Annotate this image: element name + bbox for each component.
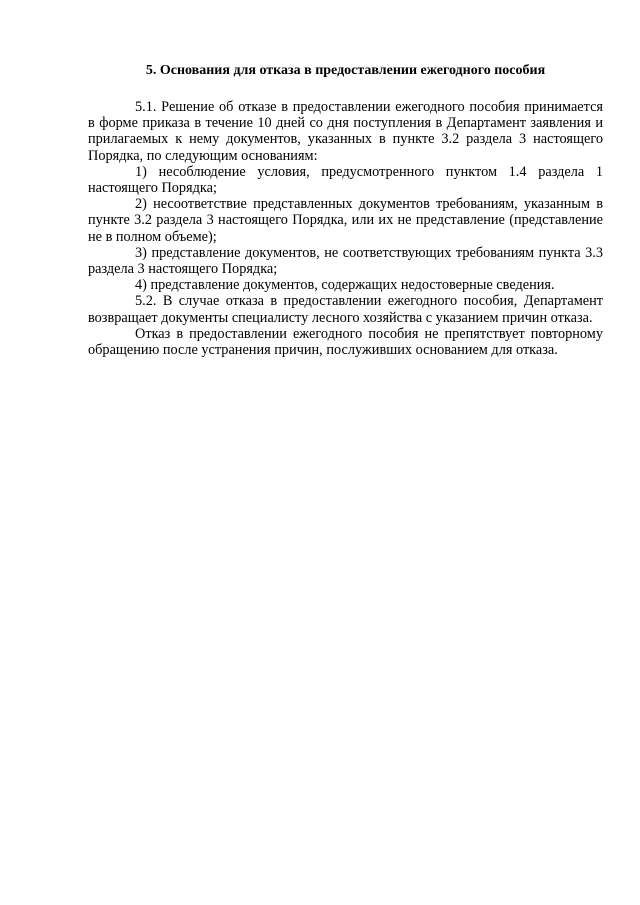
paragraph-final: Отказ в предоставлении ежегодного пособия не препятствует повторному обращению после устранения причин, послуживших основанием для отказа. — [88, 325, 603, 359]
list-item-4: 4) представление документов, содержащих недостоверные сведения. — [135, 277, 555, 294]
list-item-3: 3) представление документов, не соответствующих требованиям пункта 3.3 раздела 3 настоящего Порядка; — [88, 244, 603, 278]
list-item-1: 1) несоблюдение условия, предусмотренного пунктом 1.4 раздела 1 настоящего Порядка; — [88, 163, 603, 197]
paragraph-5-1: 5.1. Решение об отказе в предоставлении ежегодного пособия принимается в форме приказа в течение 10 дней со дня поступления в Департамент заявления и прилагаемых к нему документов, указанных в пункте 3.2 раздела 3 настоящего Порядка, по следующим основаниям: — [88, 99, 603, 164]
section-heading: 5. Основания для отказа в предоставлении ежегодного пособия — [145, 63, 546, 78]
list-item-2: 2) несоответствие представленных документов требованиям, указанным в пункте 3.2 раздела 3 настоящего Порядка, или их не представление (представление не в полном объеме); — [88, 196, 603, 245]
document-page — [88, 62, 603, 358]
paragraph-5-2: 5.2. В случае отказа в предоставлении ежегодного пособия, Департамент возвращает документы специалисту лесного хозяйства с указанием причин отказа. — [88, 293, 603, 326]
